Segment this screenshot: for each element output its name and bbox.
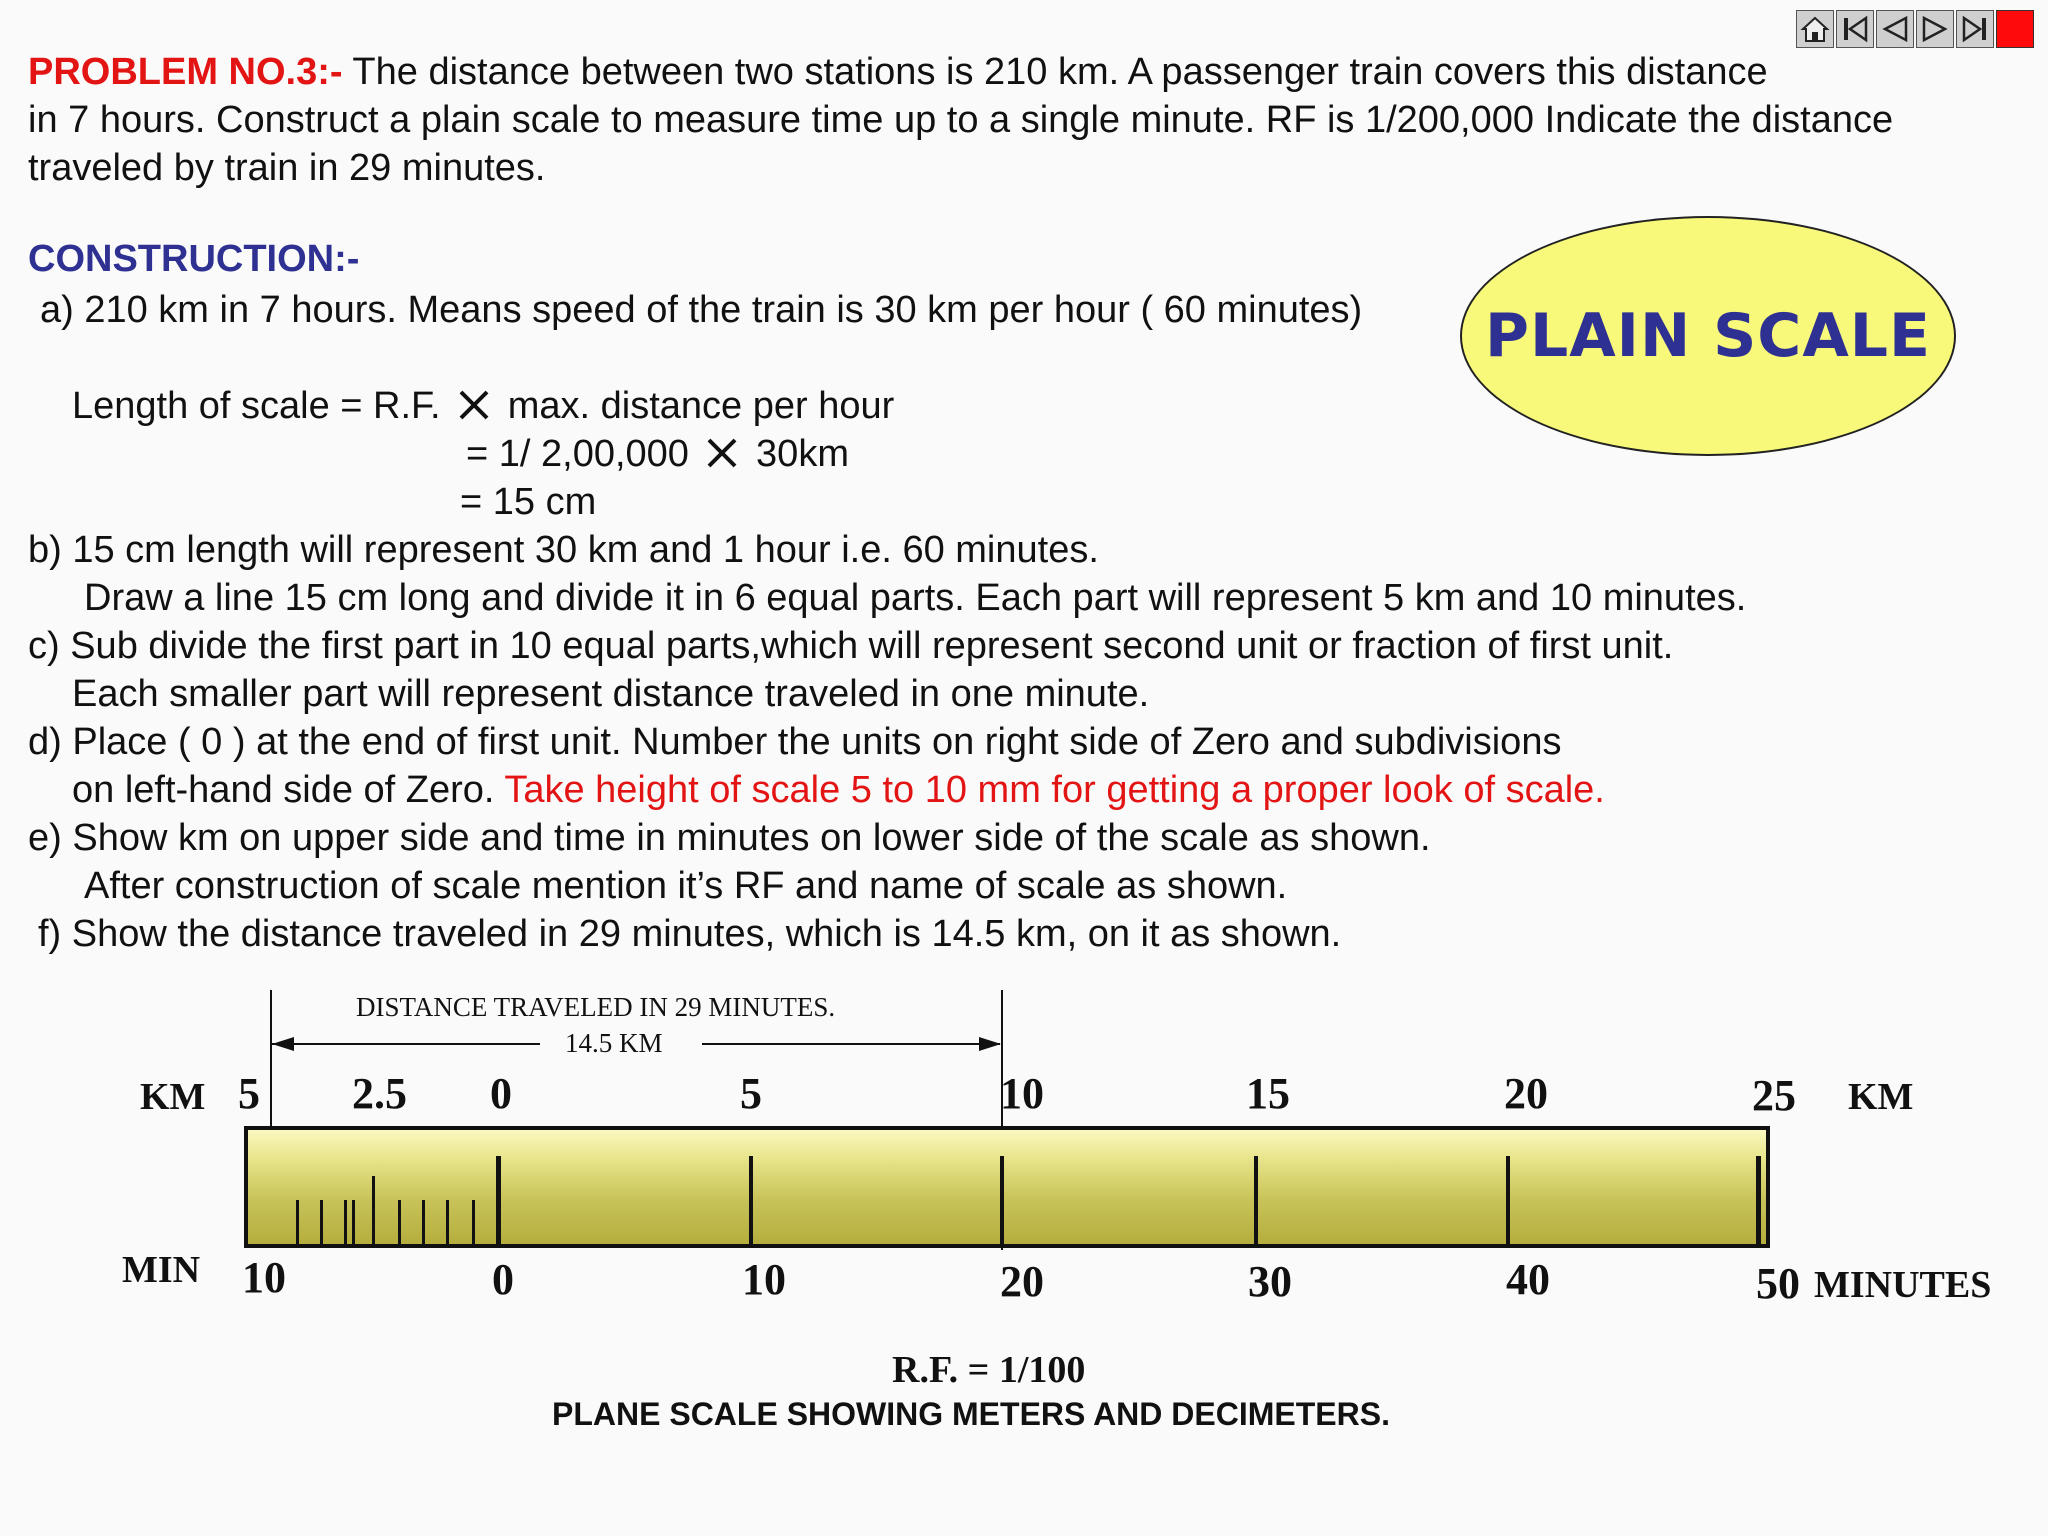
- length-result: = 15 cm: [460, 481, 597, 523]
- sub-division-tick: [422, 1200, 425, 1248]
- step-e-2: After construction of scale mention it’s RF and name of scale as shown.: [84, 865, 1288, 907]
- badge-text: PLAIN SCALE: [1485, 301, 1931, 371]
- step-d-2-text: on left-hand side of Zero.: [72, 769, 505, 811]
- multiply-icon: [705, 436, 739, 470]
- sub-division-tick: [398, 1200, 401, 1248]
- stop-button[interactable]: [1996, 10, 2034, 48]
- first-slide-button[interactable]: [1836, 10, 1874, 48]
- step-a: a) 210 km in 7 hours. Means speed of the train is 30 km per hour ( 60 minutes): [40, 289, 1363, 331]
- step-e-1: e) Show km on upper side and time in minutes on lower side of the scale as shown.: [28, 817, 1431, 859]
- sub-division-tick: [352, 1200, 355, 1248]
- main-division-tick: [1254, 1156, 1258, 1248]
- length-formula-line-2: [466, 430, 849, 478]
- km-tick-label: 10: [1000, 1069, 1044, 1118]
- home-icon: [1799, 13, 1831, 45]
- previous-slide-button[interactable]: [1876, 10, 1914, 48]
- last-icon: [1959, 13, 1991, 45]
- minute-tick-label: 50: [1756, 1259, 1800, 1308]
- minute-tick-label: 30: [1248, 1257, 1292, 1306]
- last-slide-button[interactable]: [1956, 10, 1994, 48]
- km-label-left: KM: [140, 1076, 206, 1118]
- distance-annotation-title: DISTANCE TRAVELED IN 29 MINUTES.: [356, 992, 836, 1022]
- next-icon: [1919, 13, 1951, 45]
- step-b-1: b) 15 cm length will represent 30 km and 1 hour i.e. 60 minutes.: [28, 529, 1099, 571]
- km-tick-label: 20: [1504, 1069, 1548, 1118]
- scale-caption: PLANE SCALE SHOWING METERS AND DECIMETERS.: [552, 1396, 1390, 1432]
- step-b-2: Draw a line 15 cm long and divide it in 6 equal parts. Each part will represent 5 km and 10 minutes.: [84, 577, 1747, 619]
- plain-scale-badge: [1460, 216, 1956, 456]
- length-formula-line-1: [72, 382, 894, 430]
- step-d-1: d) Place ( 0 ) at the end of first unit. Number the units on right side of Zero and subdivisions: [28, 721, 1562, 763]
- max-distance-value: 30km: [756, 433, 849, 475]
- minute-tick-label: 0: [492, 1255, 514, 1304]
- first-icon: [1839, 13, 1871, 45]
- main-division-tick: [496, 1156, 501, 1248]
- step-f: f) Show the distance traveled in 29 minutes, which is 14.5 km, on it as shown.: [38, 913, 1342, 955]
- sub-division-tick: [320, 1200, 323, 1248]
- main-division-tick: [1000, 1156, 1004, 1248]
- rf-label: R.F. = 1/100: [892, 1349, 1086, 1391]
- km-tick-label: 25: [1752, 1071, 1796, 1120]
- rf-value: = 1/ 2,00,000: [466, 433, 689, 475]
- next-slide-button[interactable]: [1916, 10, 1954, 48]
- minute-tick-label: 20: [1000, 1257, 1044, 1306]
- km-label-right: KM: [1848, 1076, 1914, 1118]
- problem-text-1: The distance between two stations is 210 km. A passenger train covers this distance: [342, 51, 1768, 93]
- multiply-icon: [457, 388, 491, 422]
- main-division-tick: [1506, 1156, 1510, 1248]
- prev-icon: [1879, 13, 1911, 45]
- sub-division-tick: [344, 1200, 347, 1248]
- km-tick-label: 2.5: [352, 1069, 407, 1118]
- step-d-2-note: Take height of scale 5 to 10 mm for getting a proper look of scale.: [504, 769, 1605, 811]
- problem-label: PROBLEM NO.3:-: [28, 51, 343, 93]
- slide-navigation: [1796, 10, 2034, 50]
- main-division-tick: [749, 1156, 753, 1248]
- km-tick-label: 0: [490, 1069, 512, 1118]
- minute-tick-label: 10: [242, 1253, 286, 1302]
- km-tick-label: 5: [740, 1069, 762, 1118]
- sub-division-tick: [472, 1200, 475, 1248]
- minutes-label-right: MINUTES: [1814, 1264, 1992, 1306]
- distance-annotation-value: 14.5 KM: [565, 1028, 663, 1058]
- construction-heading: CONSTRUCTION:-: [28, 238, 360, 280]
- sub-division-tick: [296, 1200, 299, 1248]
- problem-line-1: [28, 48, 1768, 96]
- mid-division-tick: [372, 1176, 375, 1248]
- km-tick-label: 15: [1246, 1069, 1290, 1118]
- problem-line-2: in 7 hours. Construct a plain scale to measure time up to a single minute. RF is 1/200,000 Indicate the distance: [28, 99, 1894, 141]
- main-division-tick: [1756, 1156, 1761, 1248]
- length-formula-right: max. distance per hour: [507, 385, 895, 427]
- step-c-1: c) Sub divide the first part in 10 equal parts,which will represent second unit or fraction of first unit.: [28, 625, 1674, 667]
- sub-division-tick: [446, 1200, 449, 1248]
- minute-tick-label: 10: [742, 1255, 786, 1304]
- length-formula-left: Length of scale = R.F.: [72, 385, 441, 427]
- home-button[interactable]: [1796, 10, 1834, 48]
- step-c-2: Each smaller part will represent distance traveled in one minute.: [72, 673, 1150, 715]
- km-tick-label: 5: [238, 1069, 260, 1118]
- step-d-2: [72, 766, 1605, 814]
- problem-line-3: traveled by train in 29 minutes.: [28, 147, 546, 189]
- minute-tick-label: 40: [1506, 1255, 1550, 1304]
- min-label-left: MIN: [122, 1249, 201, 1291]
